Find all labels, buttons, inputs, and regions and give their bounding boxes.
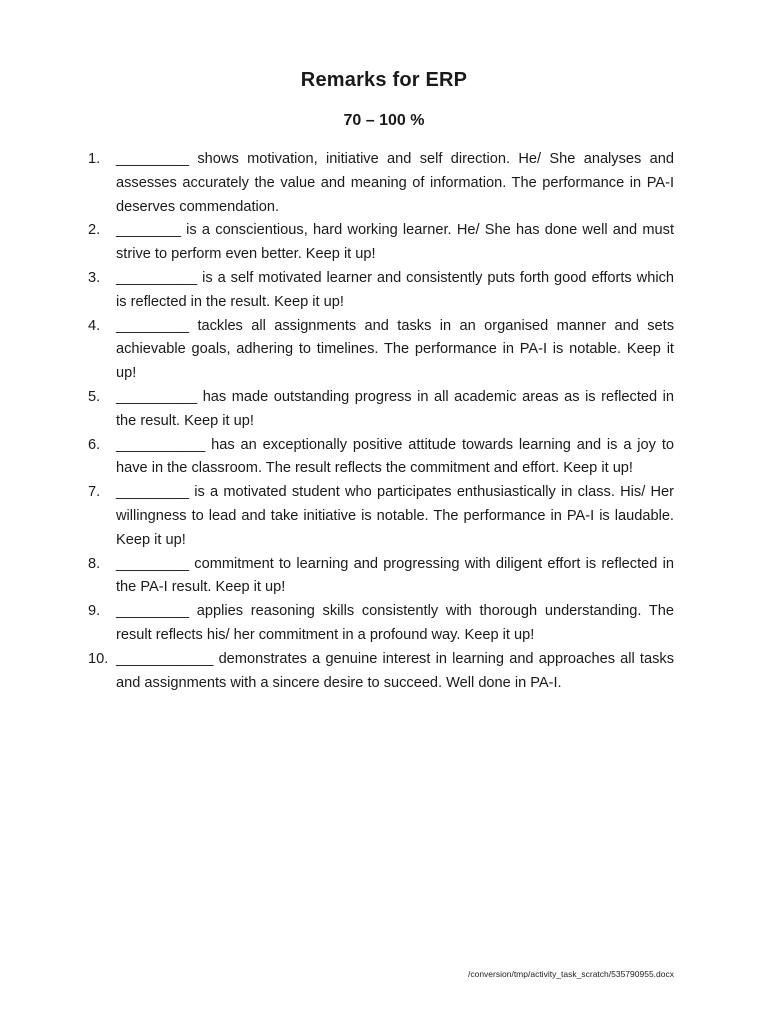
item-number: 4. <box>88 317 101 334</box>
item-number: 9. <box>88 603 101 620</box>
item-text: ____________ demonstrates a genuine interest in learning and approaches all tasks and assignments with a sincere desire to succeed. Well done in PA-I. <box>116 650 674 691</box>
item-text: _________ applies reasoning skills consistently with thorough understanding. The result reflects his/ her commitment in a profound way. Keep it up! <box>116 603 674 643</box>
item-number: 1. <box>88 151 101 167</box>
list-item <box>88 219 674 267</box>
item-text: _________ shows motivation, initiative and self direction. He/ She analyses and assesses accurately the value and meaning of information. The performance in PA-I deserves commendation. <box>116 151 674 215</box>
list-item <box>88 315 674 386</box>
item-text: __________ has made outstanding progress in all academic areas as is reflected in the result. Keep it up! <box>116 388 674 429</box>
list-item <box>88 434 674 482</box>
list-item <box>88 600 674 648</box>
item-number: 8. <box>88 555 101 572</box>
list-item <box>88 267 674 315</box>
list-item <box>88 648 674 696</box>
item-text: __________ is a self motivated learner and consistently puts forth good efforts which is reflected in the result. Keep it up! <box>116 269 674 310</box>
page-title: Remarks for ERP <box>300 69 468 91</box>
score-range-heading: 70 – 100 % <box>343 112 425 129</box>
item-text: ________ is a conscientious, hard working learner. He/ She has done well and must strive to perform even better. Keep it up! <box>116 222 674 263</box>
item-number: 10. <box>88 650 109 667</box>
item-text: _________ tackles all assignments and tasks in an organised manner and sets achievable goals, adhering to timelines. The performance in PA-I is notable. Keep it up! <box>116 317 674 382</box>
list-item <box>88 386 674 434</box>
footer-file-path: /conversion/tmp/activity_task_scratch/535790955.docx <box>467 969 674 979</box>
remarks-list <box>88 148 674 695</box>
item-number: 6. <box>88 436 101 453</box>
list-item <box>88 148 674 219</box>
item-number: 2. <box>88 222 101 239</box>
item-text: ___________ has an exceptionally positive attitude towards learning and is a joy to have in the classroom. The result reflects the commitment and effort. Keep it up! <box>116 436 674 477</box>
item-text: _________ is a motivated student who participates enthusiastically in class. His/ Her willingness to lead and take initiative is notable. The performance in PA-I is laudable. Keep it up! <box>116 484 674 548</box>
item-text: _________ commitment to learning and progressing with diligent effort is reflected in the PA-I result. Keep it up! <box>116 555 674 596</box>
list-item <box>88 481 674 552</box>
item-number: 7. <box>88 484 101 501</box>
item-number: 5. <box>88 388 101 405</box>
list-item <box>88 553 674 601</box>
item-number: 3. <box>88 269 101 286</box>
